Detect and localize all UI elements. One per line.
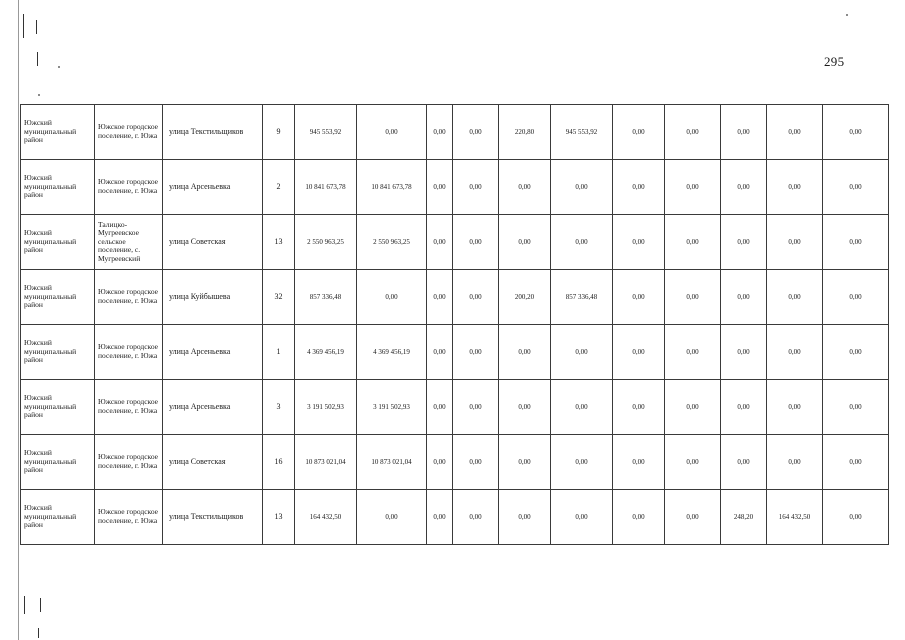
district-cell: Южский муниципальный район [21, 380, 95, 435]
value-cell: 0,00 [427, 160, 453, 215]
value-cell: 0,00 [453, 160, 499, 215]
value-cell: 0,00 [767, 380, 823, 435]
value-cell: 0,00 [665, 105, 721, 160]
settlement-cell: Южское городское поселение, г. Южа [95, 490, 163, 545]
settlement-cell: Южское городское поселение, г. Южа [95, 380, 163, 435]
value-cell: 164 432,50 [767, 490, 823, 545]
value-cell: 0,00 [551, 435, 613, 490]
value-cell: 0,00 [721, 380, 767, 435]
total-cost-cell: 945 553,92 [295, 105, 357, 160]
value-cell: 0,00 [665, 270, 721, 325]
table-row [21, 435, 889, 490]
settlement-cell: Южское городское поселение, г. Южа [95, 435, 163, 490]
value-cell: 0,00 [453, 380, 499, 435]
value-cell: 0,00 [357, 490, 427, 545]
value-cell: 0,00 [823, 105, 889, 160]
value-cell: 2 550 963,25 [357, 215, 427, 270]
value-cell: 0,00 [721, 105, 767, 160]
value-cell: 0,00 [767, 325, 823, 380]
value-cell: 0,00 [613, 215, 665, 270]
street-cell: улица Арсеньевка [163, 160, 263, 215]
value-cell: 0,00 [427, 105, 453, 160]
table-row [21, 325, 889, 380]
value-cell: 0,00 [613, 435, 665, 490]
house-number-cell: 13 [263, 215, 295, 270]
district-cell: Южский муниципальный район [21, 215, 95, 270]
value-cell: 0,00 [665, 325, 721, 380]
value-cell: 0,00 [357, 105, 427, 160]
value-cell: 857 336,48 [551, 270, 613, 325]
scan-mark [38, 628, 39, 638]
scan-dot [846, 14, 848, 16]
value-cell: 0,00 [823, 160, 889, 215]
district-cell: Южский муниципальный район [21, 490, 95, 545]
scan-dot [38, 94, 40, 96]
district-cell: Южский муниципальный район [21, 270, 95, 325]
value-cell: 0,00 [665, 160, 721, 215]
value-cell: 0,00 [453, 490, 499, 545]
settlement-cell: Южское городское поселение, г. Южа [95, 160, 163, 215]
value-cell: 0,00 [551, 490, 613, 545]
value-cell: 0,00 [665, 490, 721, 545]
value-cell: 0,00 [613, 490, 665, 545]
table-row [21, 490, 889, 545]
value-cell: 0,00 [823, 325, 889, 380]
value-cell: 0,00 [427, 270, 453, 325]
value-cell: 3 191 502,93 [357, 380, 427, 435]
value-cell: 10 873 021,04 [357, 435, 427, 490]
value-cell: 0,00 [613, 270, 665, 325]
value-cell: 0,00 [721, 270, 767, 325]
street-cell: улица Арсеньевка [163, 380, 263, 435]
value-cell: 0,00 [551, 215, 613, 270]
value-cell: 0,00 [453, 215, 499, 270]
value-cell: 0,00 [613, 105, 665, 160]
scan-left-rule [18, 0, 19, 640]
total-cost-cell: 164 432,50 [295, 490, 357, 545]
house-number-cell: 2 [263, 160, 295, 215]
value-cell: 0,00 [453, 105, 499, 160]
value-cell: 0,00 [721, 215, 767, 270]
page-number: 295 [824, 54, 845, 69]
value-cell: 0,00 [665, 380, 721, 435]
value-cell: 0,00 [357, 270, 427, 325]
value-cell: 10 841 673,78 [357, 160, 427, 215]
table-row [21, 160, 889, 215]
scan-mark [37, 52, 38, 66]
scan-mark [24, 596, 25, 614]
house-number-cell: 13 [263, 490, 295, 545]
total-cost-cell: 857 336,48 [295, 270, 357, 325]
value-cell: 0,00 [551, 325, 613, 380]
value-cell: 0,00 [613, 380, 665, 435]
value-cell: 0,00 [453, 435, 499, 490]
district-cell: Южский муниципальный район [21, 160, 95, 215]
settlement-cell: Южское городское поселение, г. Южа [95, 270, 163, 325]
street-cell: улица Советская [163, 215, 263, 270]
scan-mark [36, 20, 37, 34]
settlement-cell: Талицко-Мугреевское сельское поселение, с. Мугреевский [95, 215, 163, 270]
value-cell: 0,00 [767, 160, 823, 215]
value-cell: 0,00 [453, 325, 499, 380]
value-cell: 0,00 [427, 435, 453, 490]
value-cell: 0,00 [823, 380, 889, 435]
settlement-cell: Южское городское поселение, г. Южа [95, 105, 163, 160]
house-number-cell: 3 [263, 380, 295, 435]
value-cell: 0,00 [721, 435, 767, 490]
value-cell: 0,00 [427, 380, 453, 435]
value-cell: 0,00 [767, 270, 823, 325]
value-cell: 0,00 [427, 490, 453, 545]
house-number-cell: 1 [263, 325, 295, 380]
street-cell: улица Текстильщиков [163, 105, 263, 160]
scan-mark [23, 14, 24, 38]
table-row [21, 215, 889, 270]
district-cell: Южский муниципальный район [21, 105, 95, 160]
value-cell: 0,00 [823, 270, 889, 325]
house-number-cell: 32 [263, 270, 295, 325]
table-row [21, 270, 889, 325]
street-cell: улица Куйбышева [163, 270, 263, 325]
value-cell: 0,00 [499, 380, 551, 435]
district-cell: Южский муниципальный район [21, 435, 95, 490]
table-row [21, 380, 889, 435]
table-body [21, 105, 889, 545]
value-cell: 0,00 [499, 160, 551, 215]
total-cost-cell: 4 369 456,19 [295, 325, 357, 380]
value-cell: 0,00 [499, 435, 551, 490]
total-cost-cell: 2 550 963,25 [295, 215, 357, 270]
value-cell: 0,00 [499, 325, 551, 380]
total-cost-cell: 10 841 673,78 [295, 160, 357, 215]
registry-table [20, 104, 889, 545]
house-number-cell: 9 [263, 105, 295, 160]
value-cell: 0,00 [823, 435, 889, 490]
table-row [21, 105, 889, 160]
value-cell: 0,00 [721, 160, 767, 215]
value-cell: 0,00 [665, 215, 721, 270]
value-cell: 0,00 [551, 160, 613, 215]
value-cell: 0,00 [767, 435, 823, 490]
value-cell: 0,00 [767, 215, 823, 270]
value-cell: 0,00 [427, 325, 453, 380]
value-cell: 0,00 [427, 215, 453, 270]
value-cell: 0,00 [613, 160, 665, 215]
value-cell: 945 553,92 [551, 105, 613, 160]
value-cell: 0,00 [499, 215, 551, 270]
value-cell: 0,00 [613, 325, 665, 380]
house-number-cell: 16 [263, 435, 295, 490]
value-cell: 0,00 [499, 490, 551, 545]
total-cost-cell: 3 191 502,93 [295, 380, 357, 435]
value-cell: 200,20 [499, 270, 551, 325]
street-cell: улица Советская [163, 435, 263, 490]
district-cell: Южский муниципальный район [21, 325, 95, 380]
value-cell: 0,00 [453, 270, 499, 325]
value-cell: 220,80 [499, 105, 551, 160]
value-cell: 0,00 [823, 215, 889, 270]
street-cell: улица Текстильщиков [163, 490, 263, 545]
value-cell: 248,20 [721, 490, 767, 545]
street-cell: улица Арсеньевка [163, 325, 263, 380]
value-cell: 0,00 [551, 380, 613, 435]
scan-mark [40, 598, 41, 612]
total-cost-cell: 10 873 021,04 [295, 435, 357, 490]
settlement-cell: Южское городское поселение, г. Южа [95, 325, 163, 380]
value-cell: 0,00 [823, 490, 889, 545]
scan-dot [58, 66, 60, 68]
value-cell: 0,00 [721, 325, 767, 380]
value-cell: 4 369 456,19 [357, 325, 427, 380]
value-cell: 0,00 [767, 105, 823, 160]
value-cell: 0,00 [665, 435, 721, 490]
